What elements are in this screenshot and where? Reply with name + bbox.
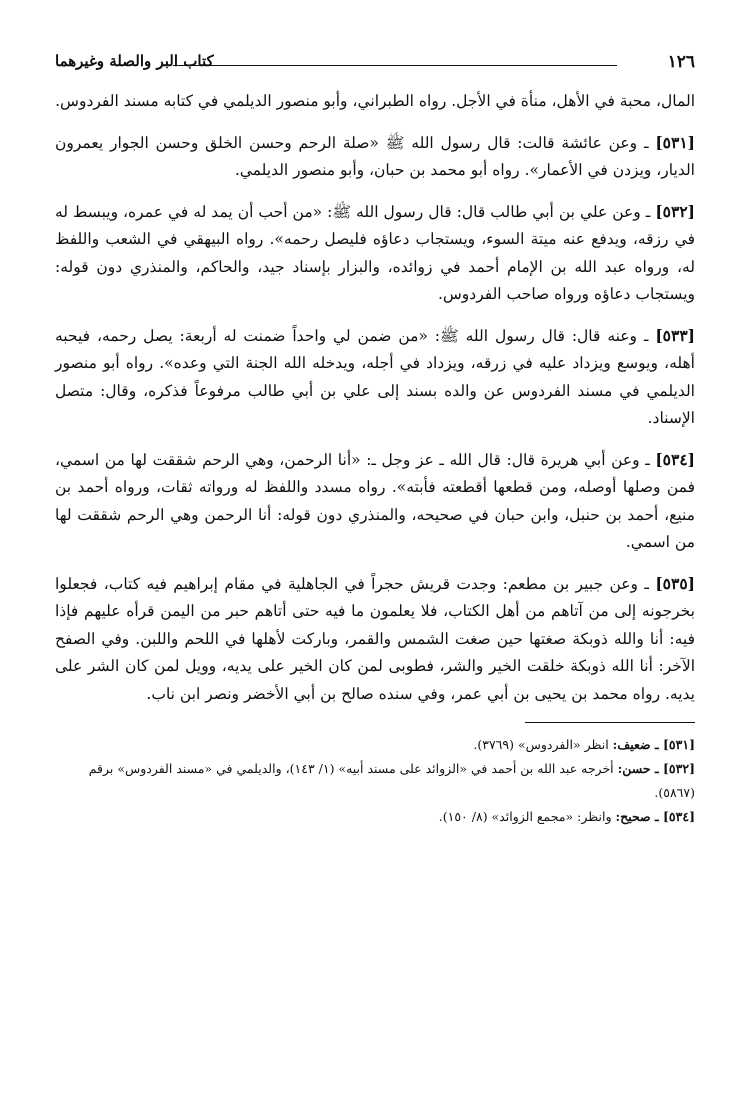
footnotes xyxy=(55,722,695,829)
footnote-grade: ـ ضعيف: xyxy=(612,737,663,752)
book-title: كتاب البر والصلة وغيرهما xyxy=(55,52,214,70)
paragraph xyxy=(55,88,695,116)
footnote-531 xyxy=(55,733,695,757)
page-number: ١٢٦ xyxy=(667,52,695,72)
hadith-number: [٥٣٣] xyxy=(655,325,695,345)
footnote-number: [٥٣٢] xyxy=(663,761,695,776)
page-header xyxy=(55,48,695,78)
footnote-number: [٥٣١] xyxy=(663,737,695,752)
footnote-rule xyxy=(525,722,695,723)
hadith-535 xyxy=(55,570,695,709)
hadith-534 xyxy=(55,446,695,557)
footnote-text: انظر «الفردوس» (٣٧٦٩). xyxy=(473,737,613,752)
header-rule xyxy=(173,65,617,66)
footnote-number: [٥٣٤] xyxy=(663,809,695,824)
hadith-number: [٥٣٢] xyxy=(655,201,695,221)
footnote-534 xyxy=(55,805,695,829)
paragraph-text: ـ وعن عائشة قالت: قال رسول الله ﷺ «صلة الرحم وحسن الخلق وحسن الجوار يعمرون الديار، ويزدن في الأعمار». رواه أبو محمد بن حبان، وأبو منصور الديلمي. xyxy=(55,133,695,179)
paragraph-text: ـ وعن أبي هريرة قال: قال الله ـ عز وجل ـ: «أنا الرحمن، وهي الرحم شققت لها من اسمي، فمن وصلها أوصله، ومن قطعها أقطعته فأبته». رواه مسدد واللفظ له ورواته ثقات، ورواه أحمد بن منيع، أحمد بن حنبل، وابن حبان في صحيحه، والمنذري دون قوله: أنا الرحمن وهي الرحم شققت لها من اسمي. xyxy=(55,450,695,551)
footnote-grade: ـ حسن: xyxy=(617,761,663,776)
paragraph-text: ـ وعنه قال: قال رسول الله ﷺ: «من ضمن لي واحداً ضمنت له أربعة: يصل رحمه، فيحبه أهله، ويوسع ويزداد عليه في زرقه، ويزداد في أجله، ويدخله الله الجنة التي وعده». رواه أبو منصور الديلمي في مسند الفردوس عن والده بسند إلى علي بن أبي طالب مرفوعاً فذكره، وقال: متصل الإسناد. xyxy=(55,326,695,427)
hadith-number: [٥٣١] xyxy=(655,132,695,152)
hadith-532 xyxy=(55,198,695,309)
hadith-number: [٥٣٤] xyxy=(655,449,695,469)
footnote-text: وانظر: «مجمع الزوائد» (٨/ ١٥٠). xyxy=(438,809,616,824)
footnote-text: أخرجه عبد الله بن أحمد في «الزوائد على مسند أبيه» (١/ ١٤٣)، والديلمي في «مسند الفردوس» برقم (٥٨٦٧). xyxy=(88,761,695,800)
paragraph-text: ـ وعن جبير بن مطعم: وجدت قريش حجراً في الجاهلية في مقام إبراهيم فيه كتاب، فجعلوا بخرجونه إلى من آتاهم من أهل الكتاب، فلا يعلمون ما فيه حتى أتاهم حبر من اليمن قرأه عليهم فإذا فيه: أنا والله ذوبكة صغتها حين صغت الشمس والقمر، وباركت لأهلها في اللحم واللبن. وفي الصفح الآخر: أنا الله ذوبكة خلقت الخير والشر، فطوبى لمن كان الخير على يديه، وويل لمن كان الشر على يديه. رواه محمد بن يحيى بن أبي عمر، وفي سنده صالح بن أبي الأخضر ونصر ابن ناب. xyxy=(55,574,695,703)
book-page xyxy=(55,48,695,829)
paragraph-text: ـ وعن علي بن أبي طالب قال: قال رسول الله ﷺ: «من أحب أن يمد له في عمره، ويبسط له في رزقه، ويدفع عنه ميتة السوء، ويستجاب دعاؤه فليصل رحمه». رواه البيهقي في الشعب واللفظ له، ورواه عبد الله بن الإمام أحمد في زوائده، والبزار بإسناد جيد، والحاكم، والمنذري دون قوله: ويستجاب دعاؤه ورواه صاحب الفردوس. xyxy=(55,202,695,303)
paragraph-text: المال، محبة في الأهل، منأة في الأجل. رواه الطبراني، وأبو منصور الديلمي في كتابه مسند الفردوس. xyxy=(55,92,695,110)
footnote-532 xyxy=(55,757,695,805)
hadith-531 xyxy=(55,129,695,185)
main-text xyxy=(55,88,695,708)
hadith-533 xyxy=(55,322,695,433)
footnote-grade: ـ صحيح: xyxy=(615,809,663,824)
hadith-number: [٥٣٥] xyxy=(655,573,695,593)
